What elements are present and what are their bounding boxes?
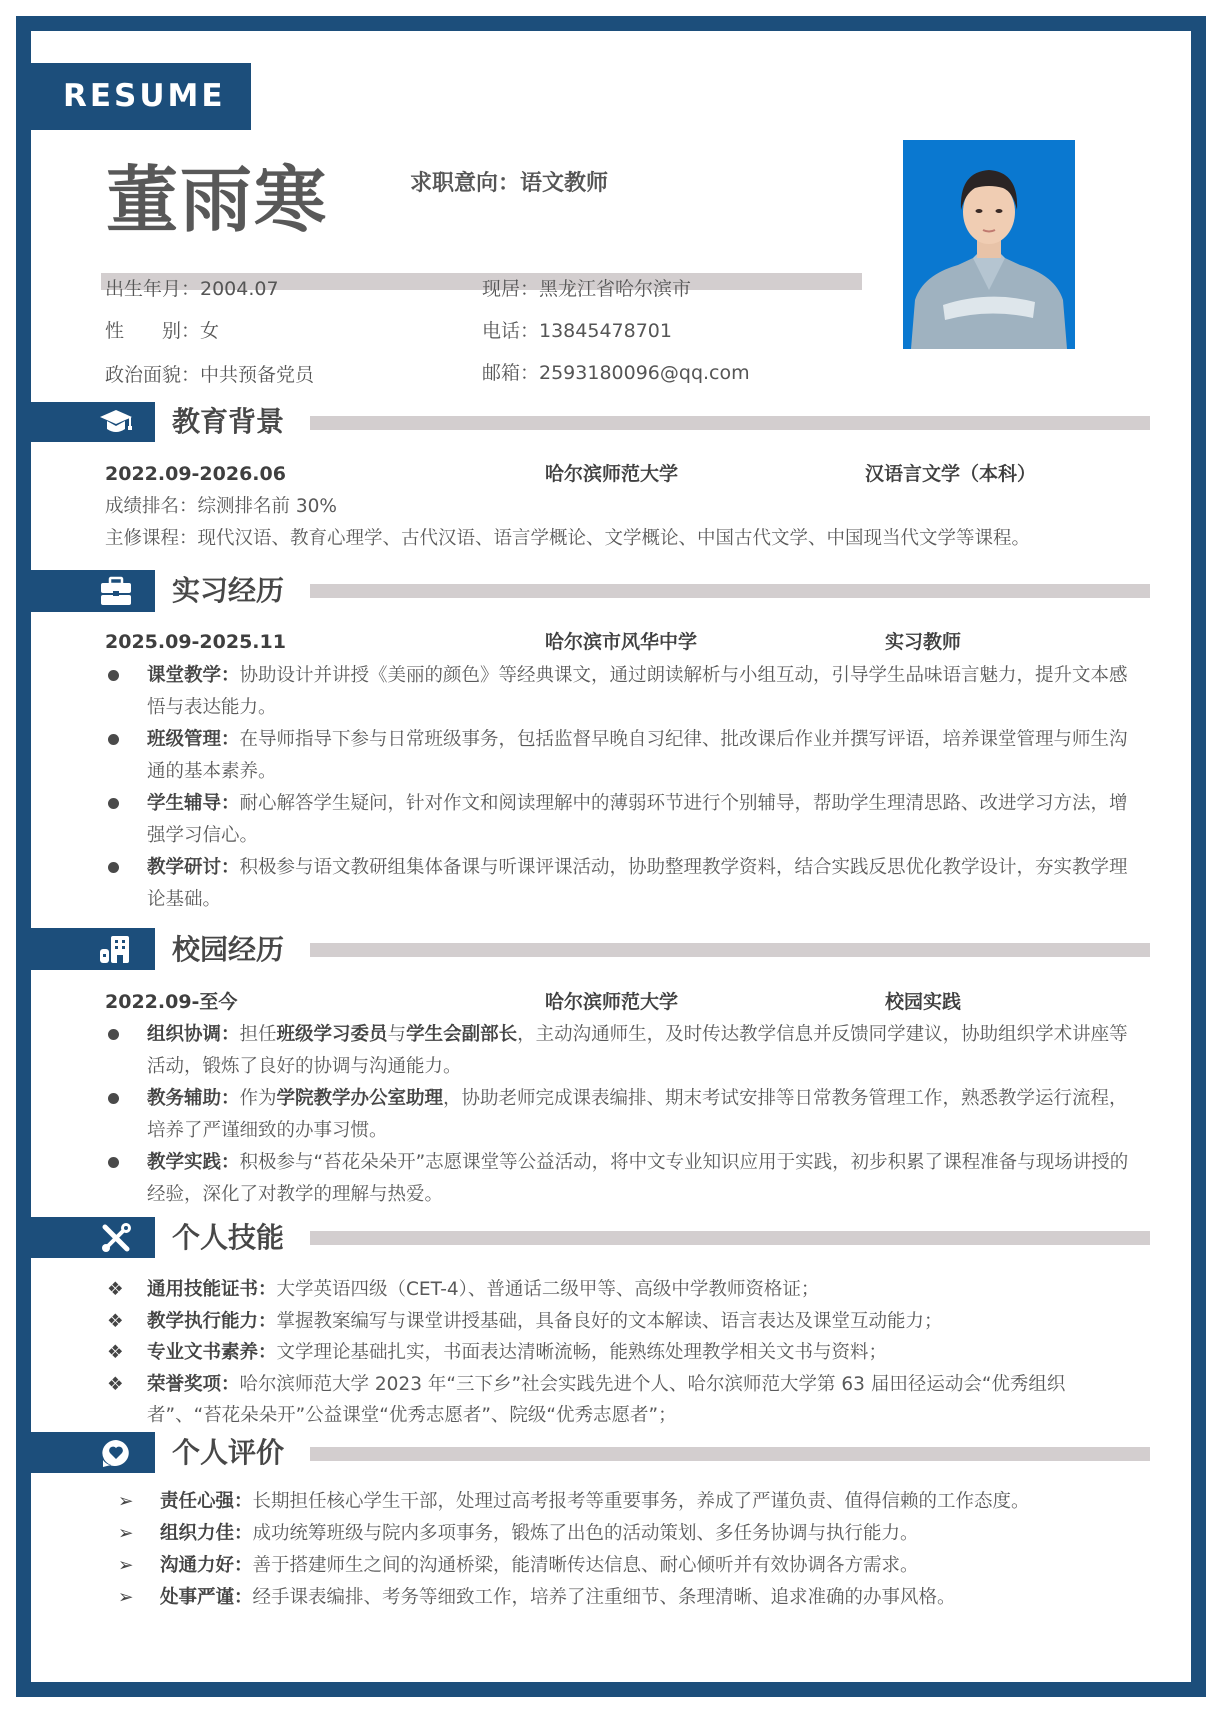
item-text: 与 [387,1024,407,1045]
info-email: 邮箱：2593180096@qq.com [482,362,750,384]
item-text: 掌握教案编写与课堂讲授基础，具备良好的文本解读、语言表达及课堂互动能力； [276,1310,943,1332]
info-birth: 出生年月：2004.07 [105,278,279,300]
internship-item [107,788,1137,852]
education-major: 汉语言文学（本科） [865,463,1037,485]
skills-list [107,1274,1137,1432]
item-label: 荣誉奖项： [147,1373,240,1395]
bullet-dot-icon [107,724,137,756]
evaluation-item [118,1486,1148,1518]
info-gender: 性 别：女 [105,320,220,342]
item-label: 专业文书素养： [147,1342,277,1363]
arrow-bullet-icon: ➢ [118,1491,134,1512]
item-text: 担任 [239,1024,277,1045]
item-label: 学生辅导： [147,793,240,814]
arrow-bullet-icon: ➢ [118,1523,134,1544]
item-label: 组织协调： [147,1024,240,1045]
item-label: 班级管理： [147,729,240,750]
candidate-name: 董雨寒 [106,158,329,242]
briefcase-icon [99,576,133,606]
info-political-status: 政治面貌：中共预备党员 [105,364,315,386]
internship-divider-bar [310,584,1150,598]
item-text: 积极参与语文教研组集体备课与听课评课活动，协助整理教学资料，结合实践反思优化教学设计，夯实教学理论基础。 [147,857,1128,910]
bullet-dot-icon [107,788,137,820]
bullet-dot-icon [107,852,137,884]
bullet-dot-icon [107,1083,137,1115]
item-label: 教学研讨： [147,857,240,878]
resume-tab: RESUME [31,63,251,130]
evaluation-title: 个人评价 [172,1436,285,1469]
diamond-bullet-icon: ❖ [107,1373,124,1395]
internship-role: 实习教师 [885,631,962,653]
internship-period: 2025.09-2025.11 [105,631,286,653]
diamond-bullet-icon: ❖ [107,1310,124,1332]
item-label: 处事严谨： [160,1587,253,1608]
item-label: 责任心强： [160,1491,253,1512]
info-residence: 现居：黑龙江省哈尔滨市 [482,278,692,300]
diamond-bullet-icon: ❖ [107,1279,124,1300]
item-label: 教学执行能力： [147,1310,277,1332]
education-school: 哈尔滨师范大学 [545,463,679,485]
item-text: 成功统筹班级与院内多项事务，锻炼了出色的活动策划、多任务协调与执行能力。 [252,1523,919,1544]
campus-item [107,1019,1137,1083]
item-text: 文学理论基础扎实，书面表达清晰流畅，能熟练处理教学相关文书与资料； [276,1342,888,1363]
arrow-bullet-icon: ➢ [118,1587,134,1608]
item-text: 哈尔滨师范大学 2023 年“三下乡”社会实践先进个人、哈尔滨师范大学第 63 届田径运动会“优秀组织者”、“苔花朵朵开”公益课堂“优秀志愿者”、院级“优秀志愿者”； [147,1373,1066,1426]
internship-section-band [31,570,155,612]
education-title: 教育背景 [172,405,285,438]
item-label: 沟通力好： [160,1555,253,1576]
evaluation-list [118,1486,1148,1614]
evaluation-item [118,1550,1148,1582]
item-text: 大学英语四级（CET-4）、普通话二级甲等、高级中学教师资格证； [276,1279,820,1300]
campus-org: 哈尔滨师范大学 [545,991,679,1013]
campus-item [107,1083,1137,1147]
education-period: 2022.09-2026.06 [105,463,286,485]
education-ranking: 成绩排名：综测排名前 30% [105,496,338,517]
item-highlight: 学生会副部长 [406,1024,518,1045]
diamond-bullet-icon: ❖ [107,1342,124,1363]
education-section-band [31,402,155,442]
internship-item [107,852,1137,916]
evaluation-section-band [31,1432,155,1473]
skills-divider-bar [310,1231,1150,1245]
education-divider-bar [310,416,1150,430]
objective-label: 求职意向： [410,171,521,196]
bullet-dot-icon [107,1019,137,1051]
skill-item [107,1337,1137,1369]
evaluation-item [118,1518,1148,1550]
portrait-icon [903,140,1075,349]
internship-title: 实习经历 [172,574,285,607]
tools-icon [99,1223,133,1253]
education-courses: 主修课程：现代汉语、教育心理学、古代汉语、语言学概论、文学概论、中国古代文学、中国现当代文学等课程。 [105,528,1031,549]
campus-item [107,1147,1137,1211]
heart-chat-icon [99,1438,133,1468]
graduation-cap-icon [99,407,133,437]
item-label: 教学实践： [147,1152,240,1173]
skills-section-band [31,1217,155,1258]
item-label: 通用技能证书： [147,1279,277,1300]
internship-org: 哈尔滨市风华中学 [545,631,698,653]
evaluation-item [118,1582,1148,1614]
bullet-dot-icon [107,660,137,692]
skill-item [107,1274,1137,1306]
item-text: 耐心解答学生疑问，针对作文和阅读理解中的薄弱环节进行个别辅导，帮助学生理清思路、改进学习方法，增强学习信心。 [147,793,1128,846]
item-text: 在导师指导下参与日常班级事务，包括监督早晚自习纪律、批改课后作业并撰写评语，培养课堂管理与师生沟通的基本素养。 [147,729,1128,782]
campus-title: 校园经历 [172,933,285,966]
item-text: ，协助老师完成课表编排、期末考试安排等日常教务管理工作，熟悉教学运行流程，培养了严谨细致的办事习惯。 [147,1088,1128,1141]
building-icon [99,934,133,964]
item-highlight: 班级学习委员 [276,1024,388,1045]
campus-period: 2022.09-至今 [105,991,238,1013]
internship-list [107,660,1137,916]
arrow-bullet-icon: ➢ [118,1555,134,1576]
evaluation-divider-bar [310,1447,1150,1461]
item-label: 组织力佳： [160,1523,253,1544]
bullet-dot-icon [107,1147,137,1179]
item-text: ，主动沟通师生，及时传达教学信息并反馈同学建议，协助组织学术讲座等活动，锻炼了良好的协调与沟通能力。 [147,1024,1128,1077]
item-text: 经手课表编排、考务等细致工作，培养了注重细节、条理清晰、追求准确的办事风格。 [252,1587,956,1608]
campus-section-band [31,928,155,970]
skill-item [107,1306,1137,1338]
item-text: 作为 [239,1088,277,1109]
item-text: 协助设计并讲授《美丽的颜色》等经典课文，通过朗读解析与小组互动，引导学生品味语言魅力，提升文本感悟与表达能力。 [147,665,1128,718]
item-text: 善于搭建师生之间的沟通桥梁，能清晰传达信息、耐心倾听并有效协调各方需求。 [252,1555,919,1576]
objective-value: 语文教师 [520,171,609,196]
profile-photo [903,140,1075,349]
campus-list [107,1019,1137,1211]
internship-item [107,724,1137,788]
item-text: 长期担任核心学生干部，处理过高考报考等重要事务，养成了严谨负责、值得信赖的工作态度。 [252,1491,1030,1512]
item-text: 积极参与“苔花朵朵开”志愿课堂等公益活动，将中文专业知识应用于实践，初步积累了课程准备与现场讲授的经验，深化了对教学的理解与热爱。 [147,1152,1129,1205]
skills-title: 个人技能 [172,1221,285,1254]
info-phone: 电话：13845478701 [482,320,672,342]
campus-role: 校园实践 [885,991,962,1013]
skill-item [107,1369,1137,1432]
item-highlight: 学院教学办公室助理 [276,1088,444,1109]
internship-item [107,660,1137,724]
campus-divider-bar [310,943,1150,957]
item-label: 课堂教学： [147,665,240,686]
item-label: 教务辅助： [147,1088,240,1109]
job-objective [410,168,608,200]
